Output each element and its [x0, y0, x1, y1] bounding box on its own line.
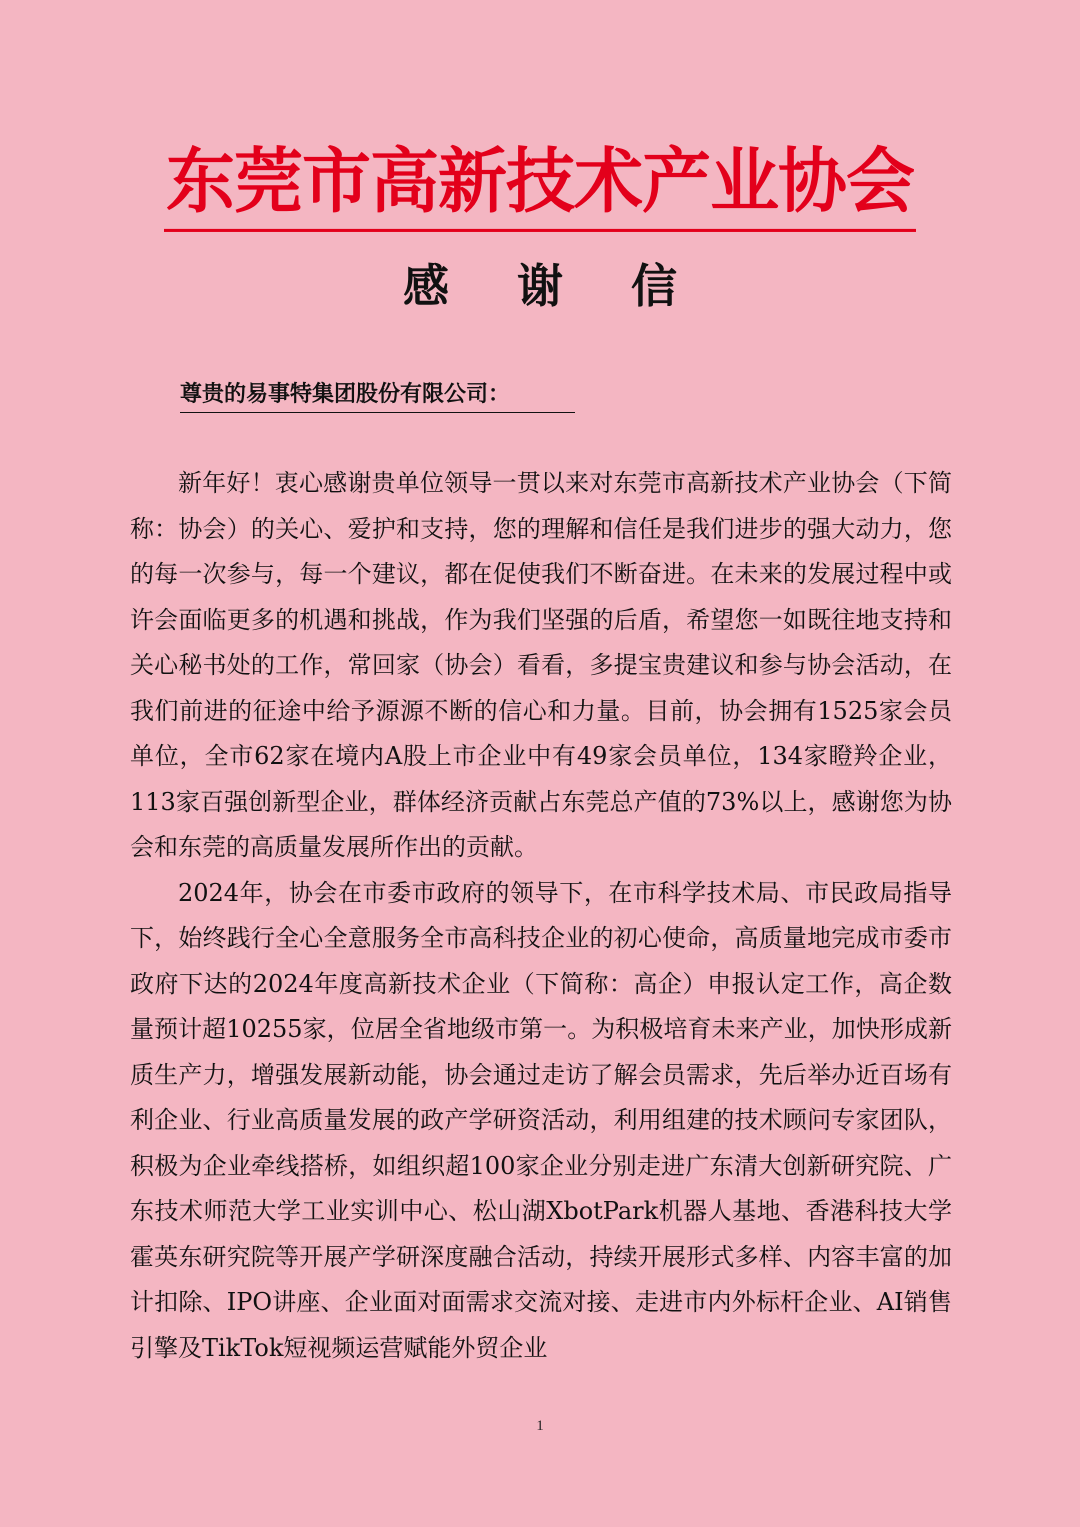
salutation: 尊贵的易事特集团股份有限公司：: [180, 378, 575, 413]
letterhead: [0, 136, 1080, 231]
title-char-3: 信: [631, 259, 677, 313]
title-char-1: 感: [403, 259, 449, 313]
document-title: [0, 254, 1080, 318]
title-char-2: 谢: [517, 259, 563, 313]
body-paragraph-1: 新年好！衷心感谢贵单位领导一贯以来对东莞市高新技术产业协会（下简称：协会）的关心、爱护和支持，您的理解和信任是我们进步的强大动力，您的每一次参与，每一个建议，都在促使我们不断奋进。在未来的发展过程中或许会面临更多的机遇和挑战，作为我们坚强的后盾，希望您一如既往地支持和关心秘书处的工作，常回家（协会）看看，多提宝贵建议和参与协会活动，在我们前进的征途中给予源源不断的信心和力量。目前，协会拥有1525家会员单位，全市62家在境内A股上市企业中有49家会员单位，134家瞪羚企业，113家百强创新型企业，群体经济贡献占东莞总产值的73%以上，感谢您为协会和东莞的高质量发展所作出的贡献。: [130, 469, 952, 861]
body-paragraph-2: 2024年，协会在市委市政府的领导下，在市科学技术局、市民政局指导下，始终践行全心全意服务全市高科技企业的初心使命，高质量地完成市委市政府下达的2024年度高新技术企业（下简称：高企）申报认定工作，高企数量预计超10255家，位居全省地级市第一。为积极培育未来产业，加快形成新质生产力，增强发展新动能，协会通过走访了解会员需求，先后举办近百场有利企业、行业高质量发展的政产学研资活动，利用组建的技术顾问专家团队，积极为企业牵线搭桥，如组织超100家企业分别走进广东清大创新研究院、广东技术师范大学工业实训中心、松山湖XbotPark机器人基地、香港科技大学霍英东研究院等开展产学研深度融合活动，持续开展形式多样、内容丰富的加计扣除、IPO讲座、企业面对面需求交流对接、走进市内外标杆企业、AI销售引擎及TikTok短视频运营赋能外贸企业: [130, 878, 952, 1362]
letter-body: [130, 461, 952, 1371]
organization-name: 东莞市高新技术产业协会: [164, 135, 916, 232]
page-number: 1: [536, 1418, 544, 1434]
